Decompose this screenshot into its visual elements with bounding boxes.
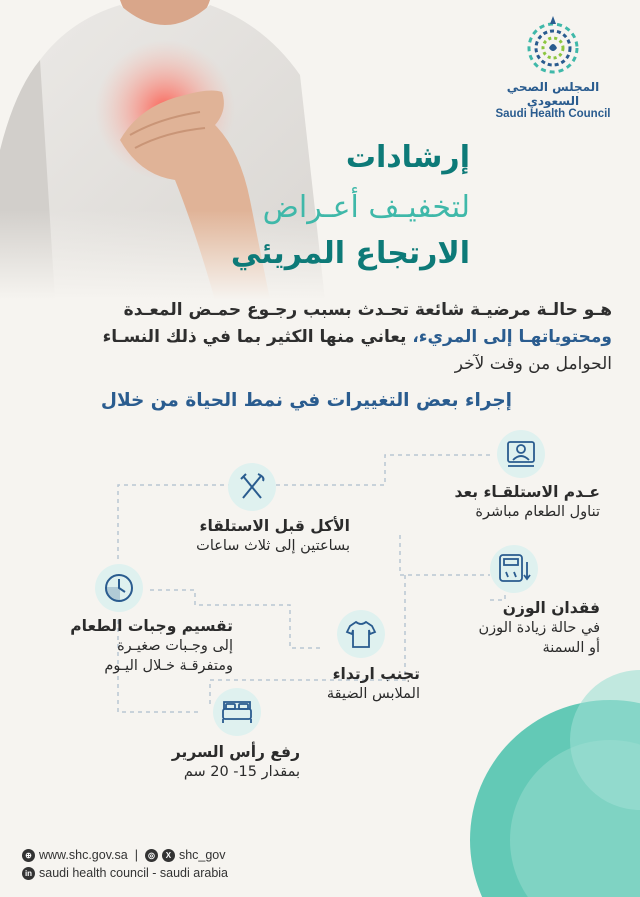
tip-title: رفع رأس السرير	[171, 743, 300, 761]
footer-linkedin	[22, 866, 228, 880]
title-line-3: الارتجاع المريئي	[230, 236, 470, 271]
lifestyle-subheading: إجراء بعض التغييرات في نمط الحياة من خلال	[100, 390, 512, 411]
tip-title: فقدان الوزن	[502, 599, 600, 617]
tip-detail-2: ومتفرقـة خـلال اليـوم	[104, 658, 233, 674]
intro-highlight: ومحتوياتهـا إلى المريء،	[412, 327, 612, 347]
x-icon: X	[162, 849, 175, 862]
website-link[interactable]: www.shc.gov.sa	[39, 848, 128, 862]
tip-no-lying-after-eating	[455, 482, 600, 522]
intro-line-1: هـو حالـة مرضيـة شائعة تحـدث بسبب رجـوع حمـض المعـدة	[123, 300, 612, 320]
lying-person-icon	[497, 430, 545, 478]
tip-lose-weight	[478, 598, 600, 658]
instagram-icon: ◎	[145, 849, 158, 862]
tip-detail-2: أو السمنة	[542, 640, 600, 656]
tip-detail: بمقدار 15- 20 سم	[183, 764, 300, 780]
clock-icon	[95, 564, 143, 612]
tip-split-meals	[70, 616, 233, 676]
tip-eat-before-lying	[196, 516, 350, 556]
web-icon: ⊕	[22, 849, 35, 862]
council-name-en: Saudi Health Council	[495, 108, 611, 120]
tip-detail: الملابس الضيقة	[326, 686, 420, 702]
social-handle[interactable]: shc_gov	[178, 848, 226, 862]
title-line-2: لتخفيـف أعـراض	[262, 190, 470, 225]
separator: |	[134, 848, 138, 862]
scale-icon	[490, 545, 538, 593]
tip-detail: بساعتين إلى ثلاث ساعات	[196, 538, 350, 554]
footer-contacts	[22, 848, 226, 862]
shirt-icon	[337, 610, 385, 658]
bed-icon	[213, 688, 261, 736]
tip-title: تقسيم وجبات الطعام	[70, 617, 233, 635]
linkedin-link[interactable]: saudi health council - saudi arabia	[39, 866, 229, 880]
tip-title: تجنب ارتداء	[332, 665, 420, 683]
intro-line-3: الحوامل من وقت لآخر	[454, 354, 612, 374]
tip-title: عـدم الاستلقـاء بعد	[454, 483, 600, 501]
fork-knife-icon	[228, 463, 276, 511]
tip-avoid-tight-clothes	[327, 664, 420, 704]
tip-raise-bed-head	[172, 742, 300, 782]
tip-detail: تناول الطعام مباشرة	[475, 504, 600, 520]
tip-detail: في حالة زيادة الوزن	[478, 620, 600, 636]
tip-detail: إلى وجـبات صغيـرة	[117, 638, 233, 654]
title-line-1: إرشادات	[345, 140, 470, 175]
tip-title: الأكل قبل الاستلقاء	[199, 517, 350, 535]
intro-line-2-rest: يعاني منها الكثير بما في ذلك النسـاء	[102, 327, 413, 347]
linkedin-icon: in	[22, 867, 35, 880]
council-name-ar: المجلس الصحي السعودي	[506, 80, 600, 108]
